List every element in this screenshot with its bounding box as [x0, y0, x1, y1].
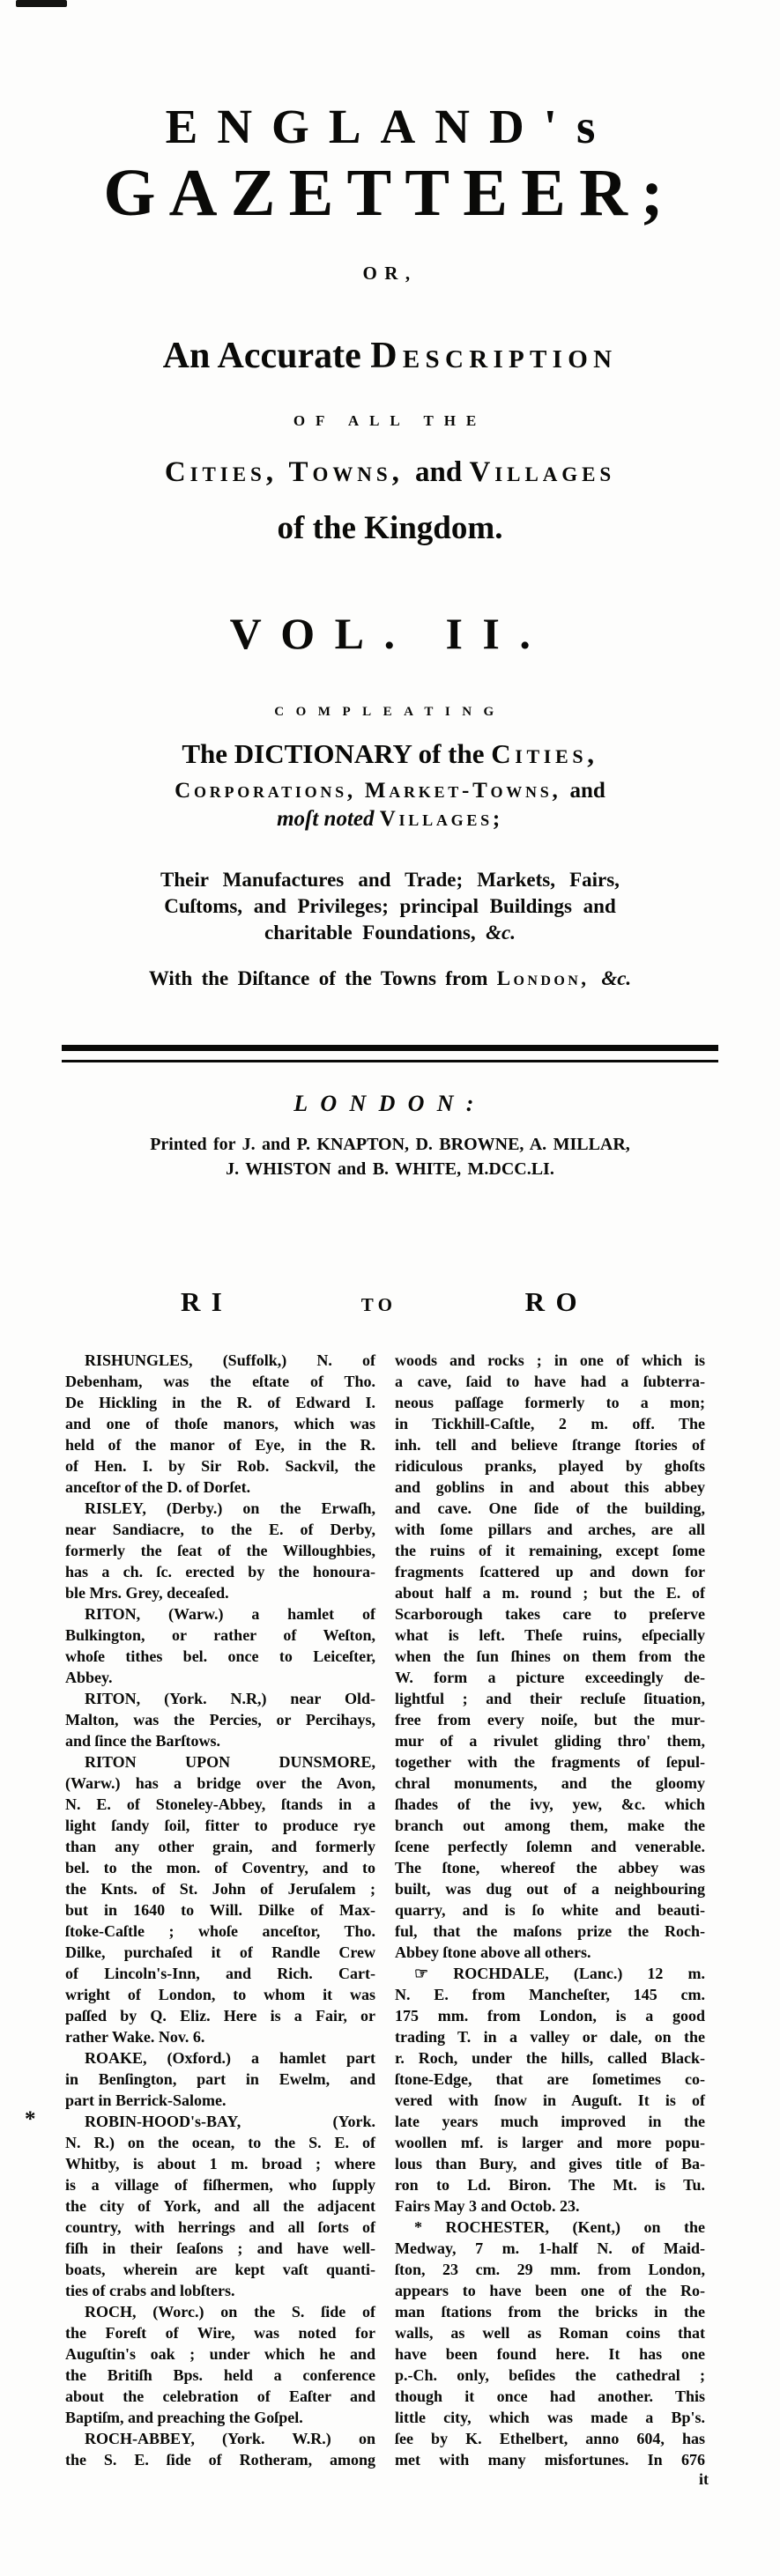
column-line: Fairs May 3 and Octob. 23.: [395, 2197, 580, 2215]
column-line: De Hickling in the R. of Edward I.: [65, 1394, 375, 1411]
column-line: and goblins in and about this abbey: [395, 1478, 705, 1496]
dictionary-line: [0, 738, 780, 770]
column-line: walls, as well as Roman coins that: [395, 2324, 705, 2342]
column-line: N. R.) on the ocean, to the S. E. of: [65, 2134, 375, 2151]
column-line: Medway, 7 m. 1-half N. of Maid-: [395, 2239, 705, 2257]
column-line: the ruins of it remaining, except ſome: [395, 1542, 705, 1559]
column-line: is a village of fiſhermen, who ſupply: [65, 2176, 375, 2194]
column-line: a cave, ſaid to have had a ſubterra-: [395, 1373, 705, 1390]
column-line: of Lincoln's-Inn, and Rich. Cart-: [65, 1965, 375, 1982]
column-line: W. form a picture exceedingly de-: [395, 1669, 705, 1686]
column-line: RISLEY, (Derby.) on the Erwaſh,: [85, 1499, 375, 1517]
column-line: Bulkington, or rather of Weſton,: [65, 1626, 375, 1644]
imprint-publishers-line1: Printed for J. and P. KNAPTON, D. BROWNE, A. MILLAR,: [150, 1135, 630, 1154]
text-segment: Cities,: [491, 738, 598, 769]
text-segment: DICTIONARY: [234, 738, 412, 769]
column-line: with ſome pillars and arches, are all: [395, 1521, 705, 1538]
horizontal-rule-thin: [62, 1060, 718, 1062]
column-line: fiſh in their ſeaſons ; and have well-: [65, 2239, 375, 2257]
column-line: rather Wake. Nov. 6.: [65, 2028, 205, 2046]
column-line: met with many misfortunes. In 676: [395, 2451, 705, 2469]
distance-line: [0, 967, 780, 990]
or-line: OR,: [362, 263, 418, 284]
column-line: formerly the ſeat of the Willoughbies,: [65, 1542, 375, 1559]
column-line: chral monuments, and the gloomy: [395, 1774, 705, 1792]
column-line: vered with ſnow in Auguſt. It is of: [395, 2091, 705, 2109]
kingdom-line: of the Kingdom.: [277, 510, 503, 546]
manufactures-line: Their Manufactures and Trade; Markets, Fairs,: [160, 869, 620, 891]
margin-asterisk: *: [25, 2107, 36, 2131]
text-segment: Description: [370, 336, 618, 376]
column-line: (Warw.) has a bridge over the Avon,: [65, 1774, 375, 1792]
text-segment: &c.: [601, 967, 632, 989]
column-line: and one of thoſe manors, which was: [65, 1415, 375, 1432]
right-column: [395, 1350, 705, 2470]
catchword: it: [699, 2470, 709, 2488]
column-line: whoſe tithes bel. once to Leiceſter,: [65, 1647, 375, 1665]
column-line: ROAKE, (Oxford.) a hamlet part: [85, 2049, 375, 2067]
column-line: country, with herrings and all ſorts of: [65, 2218, 375, 2236]
column-line: ſhades of the ivy, yew, &c. which: [395, 1795, 705, 1813]
volume-line: VOL. II.: [229, 609, 551, 658]
column-line: the S. E. ſide of Rotheram, among: [65, 2451, 375, 2469]
column-line: appears to have been one of the Ro-: [395, 2282, 705, 2299]
column-line: Abbey ſtone above all others.: [395, 1943, 591, 1961]
horizontal-rule-thick: [62, 1045, 718, 1051]
column-line: held of the manor of Eye, in the R.: [65, 1436, 375, 1454]
column-line: the Britiſh Bps. held a conference: [65, 2366, 375, 2384]
book-title-line1: ENGLAND's: [165, 100, 615, 153]
column-line: branch out among them, make the: [395, 1817, 705, 1834]
column-line: N. E. of Stoneley-Abbey, ſtands in a: [65, 1795, 375, 1813]
text-segment: With the Diſtance of the Towns from: [148, 967, 497, 989]
column-line: ROCH-ABBEY, (York. W.R.) on: [85, 2430, 375, 2447]
column-line: the Foreſt of Wire, was noted for: [65, 2324, 375, 2342]
column-line: ☞ ROCHDALE, (Lanc.) 12 m.: [414, 1965, 705, 1982]
text-segment: of the: [411, 738, 492, 769]
column-line: neous paſſage formerly to a mon;: [395, 1394, 705, 1411]
column-line: near Sandiacre, to the E. of Derby,: [65, 1521, 375, 1538]
column-line: in Tickhill-Caſtle, 2 m. off. The: [395, 1415, 705, 1432]
compleating-line: COMPLEATING: [274, 705, 506, 719]
column-line: wright of London, to whom it was: [65, 1986, 375, 2003]
column-line: trading T. in a valley or dale, on the: [395, 2028, 705, 2046]
column-line: about the celebration of Eaſter and: [65, 2387, 375, 2405]
left-column: [65, 1350, 375, 2470]
column-line: Debenham, was the eſtate of Tho.: [65, 1373, 375, 1390]
column-line: Abbey.: [65, 1669, 113, 1686]
running-header-left: RI: [181, 1286, 234, 1317]
column-line: woollen mf. is larger and more popu-: [395, 2134, 705, 2151]
column-line: woods and rocks ; in one of which is: [395, 1351, 705, 1369]
column-line: quarry, and is ſo white and beauti-: [395, 1901, 705, 1919]
customs-line: Cuſtoms, and Privileges; principal Buildings and: [164, 895, 616, 917]
column-line: ſtone-Edge, that are ſometimes co-: [395, 2070, 705, 2088]
column-line: has a ch. ſc. erected by the honoura-: [65, 1563, 375, 1580]
column-line: Dilke, purchaſed it of Randle Crew: [65, 1943, 375, 1961]
column-line: Baptiſm, and preaching the Goſpel.: [65, 2409, 303, 2426]
column-line: ble Mrs. Grey, deceaſed.: [65, 1584, 229, 1602]
column-line: Whitby, is about 1 m. broad ; where: [65, 2155, 375, 2173]
ink-smudge: [16, 0, 67, 7]
column-line: light ſandy ſoil, fitter to produce rye: [65, 1817, 375, 1834]
of-all-the-line: OF ALL THE: [293, 412, 487, 429]
book-title-line2: GAZETTEER;: [103, 156, 677, 230]
cities-towns-villages-line: [0, 456, 780, 489]
imprint-publishers-line2: J. WHISTON and B. WHITE, M.DCC.LI.: [226, 1159, 554, 1179]
text-segment: Villages;: [379, 807, 503, 831]
text-segment: London,: [496, 967, 602, 989]
column-line: RITON, (Warw.) a hamlet of: [85, 1605, 375, 1623]
most-noted-villages-line: [0, 807, 780, 832]
text-segment: Corporations, Market-Towns,: [175, 779, 570, 803]
text-segment: The: [182, 738, 234, 769]
text-segment: &c.: [486, 922, 516, 944]
column-line: RITON UPON DUNSMORE,: [85, 1753, 375, 1771]
column-line: RITON, (York. N.R,) near Old-: [85, 1690, 375, 1707]
column-line: and cave. One ſide of the building,: [395, 1499, 705, 1517]
column-line: ſee by K. Ethelbert, anno 604, has: [395, 2430, 705, 2447]
column-line: r. Roch, under the hills, called Black-: [395, 2049, 705, 2067]
column-line: part in Berrick-Salome.: [65, 2091, 227, 2109]
column-line: but in 1640 to Will. Dilke of Max-: [65, 1901, 375, 1919]
column-line: ſcene perfectly ſolemn and venerable.: [395, 1838, 705, 1855]
column-line: late years much improved in the: [395, 2113, 705, 2130]
running-header: [181, 1286, 588, 1318]
column-line: Scarborough takes care to preſerve: [395, 1605, 705, 1623]
column-line: bel. to the mon. of Coventry, and to: [65, 1859, 375, 1876]
column-line: The ſtone, whereof the abbey was: [395, 1859, 705, 1876]
column-line: Malton, was the Percies, or Percihays,: [65, 1711, 375, 1728]
column-line: in Benſington, part in Ewelm, and: [65, 2070, 375, 2088]
column-line: ſton, 23 cm. 29 mm. from London,: [395, 2261, 705, 2278]
column-line: ROBIN-HOOD's-BAY, (York.: [85, 2113, 375, 2130]
charitable-line: [0, 922, 780, 944]
column-line: ridiculous pranks, played by ghoſts: [395, 1457, 705, 1475]
column-line: mur of a rivulet gliding thro' them,: [395, 1732, 705, 1750]
text-segment: charitable Foundations,: [264, 922, 487, 944]
column-line: man ſtations from the bricks in the: [395, 2303, 705, 2321]
column-line: RISHUNGLES, (Suffolk,) N. of: [85, 1351, 375, 1369]
column-line: together with the fragments of ſepul-: [395, 1753, 705, 1771]
column-line: what is left. Theſe ruins, eſpecially: [395, 1626, 705, 1644]
column-line: ROCH, (Worc.) on the S. ſide of: [85, 2303, 375, 2321]
column-line: p.-Ch. only, beſides the cathedral ;: [395, 2366, 705, 2384]
column-line: when the ſun ſhines on them from the: [395, 1647, 705, 1665]
corporations-line: [0, 779, 780, 803]
column-line: Auguſtin's oak ; under which he and: [65, 2345, 375, 2363]
column-line: and ſince the Barſtows.: [65, 1732, 221, 1750]
column-line: about half a m. round ; but the E. of: [395, 1584, 705, 1602]
column-line: boats, wherein are kept vaſt quanti-: [65, 2261, 375, 2278]
column-line: ties of crabs and lobſters.: [65, 2282, 235, 2299]
column-line: built, was dug out of a neighbouring: [395, 1880, 705, 1898]
column-line: the city of York, and all the adjacent: [65, 2197, 375, 2215]
text-segment: and: [415, 456, 470, 488]
text-segment: Cities, Towns,: [164, 456, 415, 488]
running-header-mid: TO: [360, 1294, 397, 1315]
column-line: though it once had another. This: [395, 2387, 705, 2405]
column-line: 175 mm. from London, is a good: [395, 2007, 705, 2025]
column-line: anceſtor of the D. of Dorſet.: [65, 1478, 251, 1496]
text-segment: and: [569, 779, 605, 803]
column-line: ſtoke-Caſtle ; whoſe anceſtor, Tho.: [65, 1922, 375, 1940]
column-line: have been found here. It has one: [395, 2345, 705, 2363]
column-line: the Knts. of St. John of Jeruſalem ;: [65, 1880, 375, 1898]
running-header-right: RO: [524, 1286, 588, 1317]
column-line: * ROCHESTER, (Kent,) on the: [414, 2218, 705, 2236]
column-line: N. E. from Mancheſter, 145 cm.: [395, 1986, 705, 2003]
column-line: lightful ; and their recluſe ſituation,: [395, 1690, 705, 1707]
text-segment: moſt noted: [277, 807, 380, 831]
column-line: than any other grain, and formerly: [65, 1838, 375, 1855]
column-line: little city, which was made a Bp's.: [395, 2409, 705, 2426]
text-segment: An Accurate: [162, 336, 371, 376]
column-line: free from every noiſe, but the mur-: [395, 1711, 705, 1728]
text-segment: Villages: [469, 456, 616, 488]
column-line: of Hen. I. by Sir Rob. Sackvil, the: [65, 1457, 375, 1475]
column-line: ron to Ld. Biron. The Mt. is Tu.: [395, 2176, 705, 2194]
column-line: inh. tell and believe ſtrange ſtories of: [395, 1436, 705, 1454]
column-line: ful, that the maſons prize the Roch-: [395, 1922, 705, 1940]
imprint-city-line: LONDON:: [293, 1091, 487, 1116]
column-line: fragments ſcattered up and down for: [395, 1563, 705, 1580]
column-line: lous than Bury, and gives title of Ba-: [395, 2155, 705, 2173]
column-line: paſſed by Q. Eliz. Here is a Fair, or: [65, 2007, 375, 2025]
subtitle-line: [0, 335, 780, 377]
